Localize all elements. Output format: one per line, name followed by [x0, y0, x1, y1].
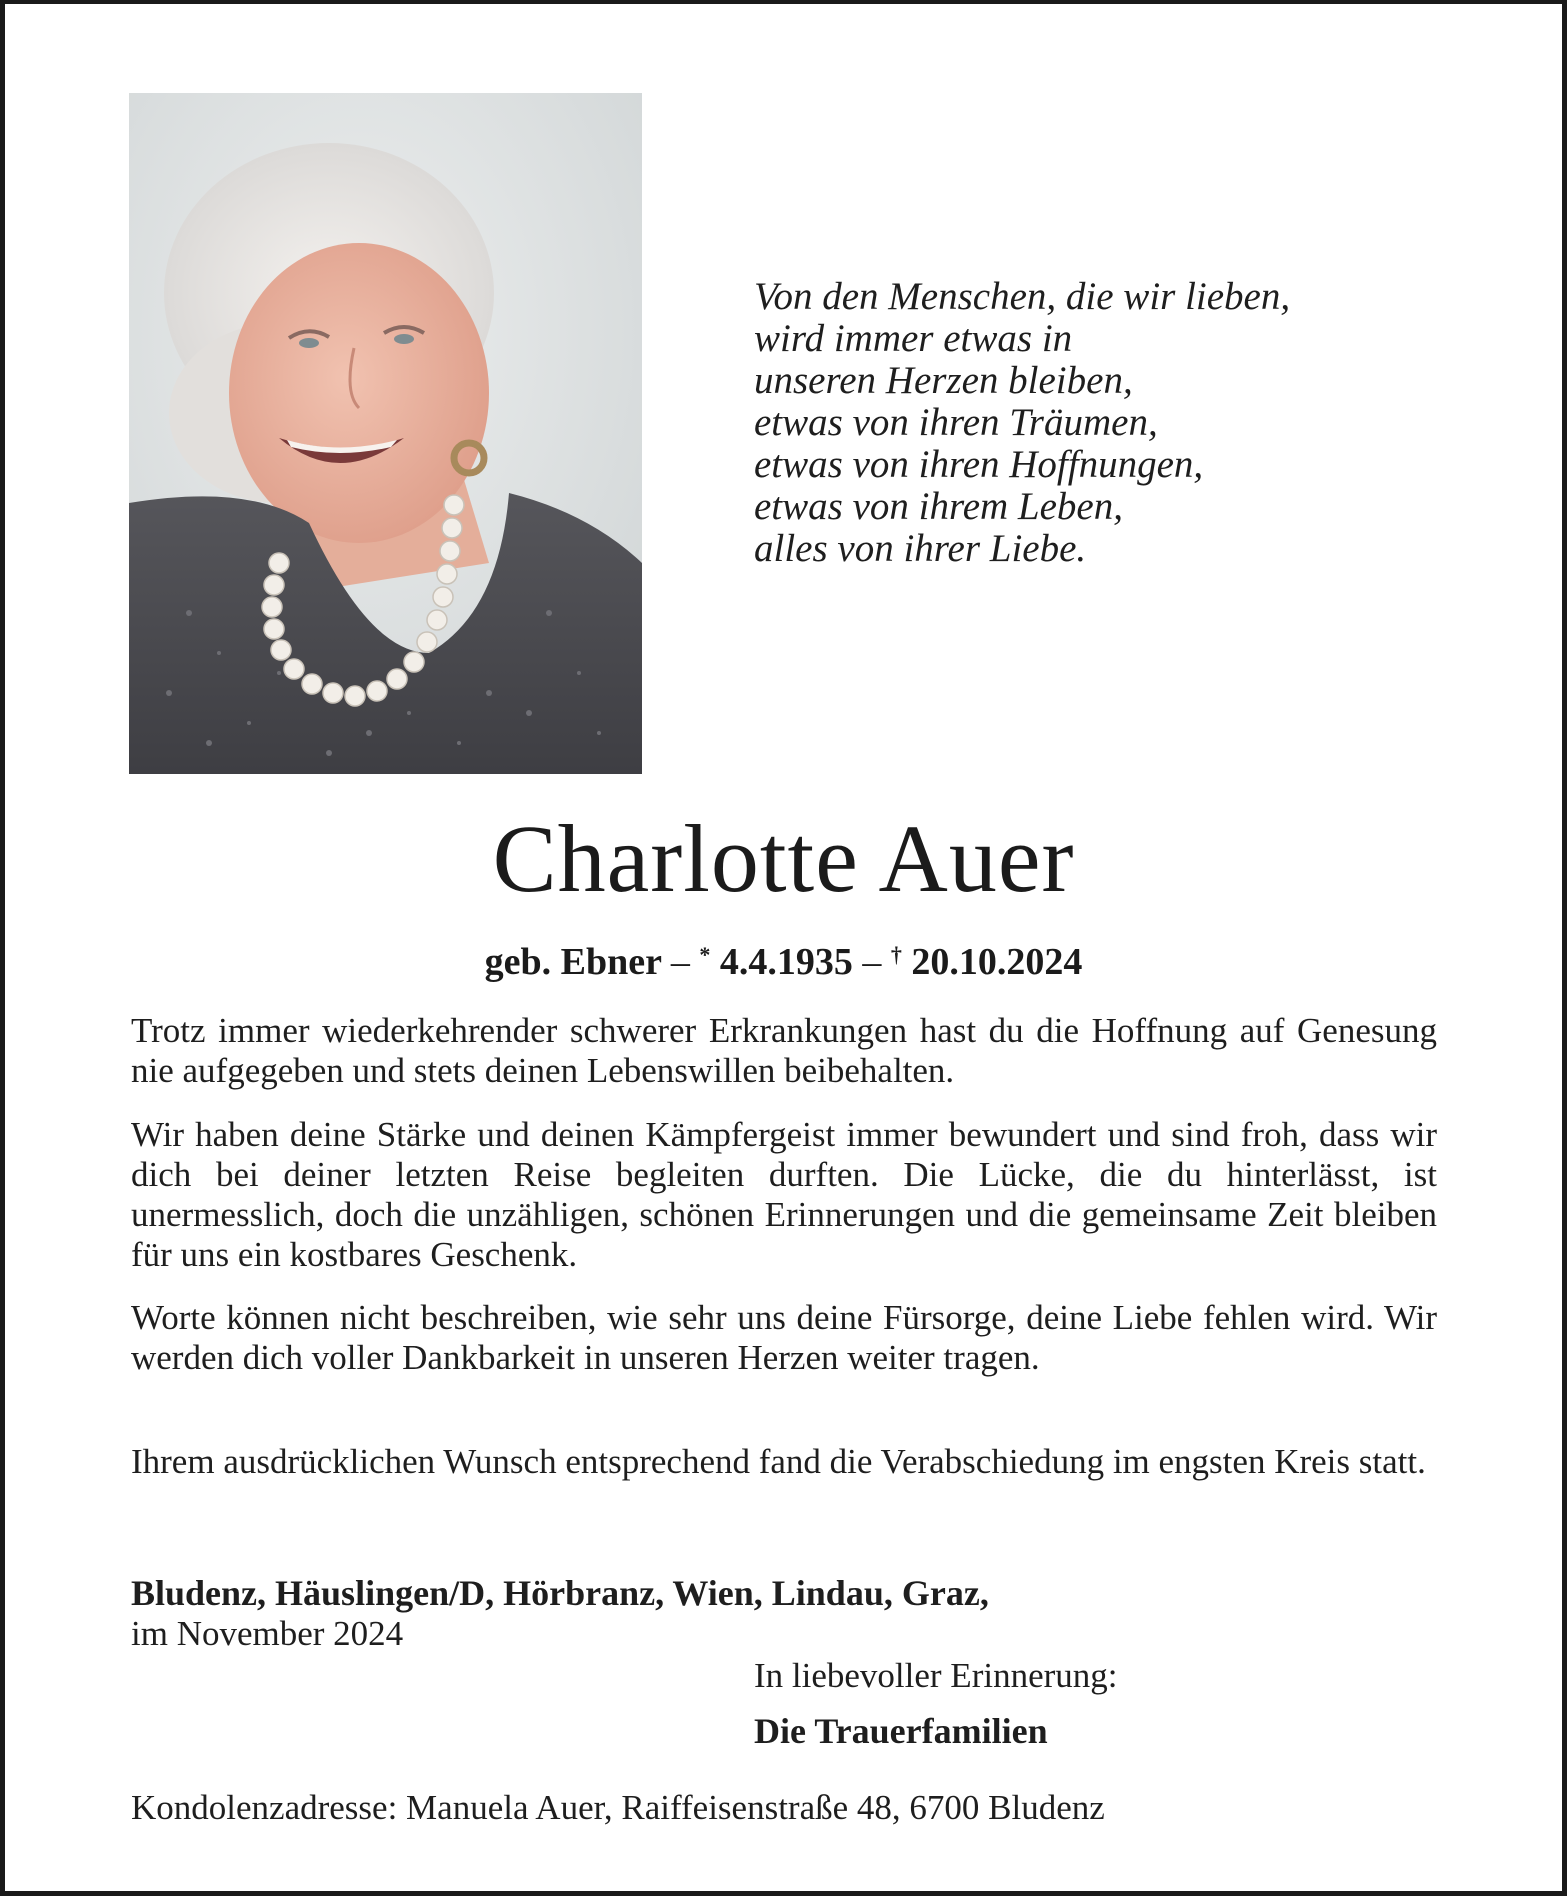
separator: –: [670, 941, 690, 983]
poem-line: unseren Herzen bleiben,: [754, 359, 1133, 402]
paragraph-strength: Wir haben deine Stärke und deinen Kämpfergeist immer bewundert und sind froh, dass wir dich bei deiner letzten Reise begleiten durften. Die Lücke, die du hinterlässt, ist unermesslich, doch die unzähligen, schönen Erinnerungen und die gemeinsame Zeit bleiben für uns ein kostbares Geschenk.: [131, 1115, 1437, 1274]
deceased-name: Charlotte Auer: [492, 805, 1075, 912]
memorial-poem: [754, 276, 1434, 570]
mourning-families: Die Trauerfamilien: [754, 1711, 1048, 1751]
paragraph-words: Worte können nicht beschreiben, wie sehr uns deine Fürsorge, deine Liebe fehlen wird. Wir werden dich voller Dankbarkeit in unseren Herzen weiter tragen.: [131, 1298, 1437, 1377]
poem-line: etwas von ihrem Leben,: [754, 485, 1123, 528]
paragraph-hope: Trotz immer wiederkehrender schwerer Erkrankungen hast du die Hoffnung auf Genesung nie aufgegeben und stets deinen Lebenswillen beibehalten.: [131, 1011, 1437, 1090]
poem-line: Von den Menschen, die wir lieben,: [754, 275, 1291, 318]
poem-line: wird immer etwas in: [754, 317, 1073, 360]
memory-line: In liebevoller Erinnerung:: [754, 1656, 1118, 1695]
notice-date: im November 2024: [131, 1614, 404, 1653]
condolence-address: Kondolenzadresse: Manuela Auer, Raiffeisenstraße 48, 6700 Bludenz: [131, 1788, 1105, 1827]
born-symbol: *: [699, 942, 711, 967]
birth-date: 4.4.1935: [719, 941, 853, 983]
birth-name: geb. Ebner: [484, 941, 662, 983]
poem-line: alles von ihrer Liebe.: [754, 527, 1087, 570]
separator: –: [862, 941, 882, 983]
death-date: 20.10.2024: [911, 941, 1083, 983]
portrait-photo: [129, 93, 642, 774]
poem-line: etwas von ihren Träumen,: [754, 401, 1158, 444]
died-symbol: †: [890, 942, 902, 967]
poem-line: etwas von ihren Hoffnungen,: [754, 443, 1204, 486]
family-places: Bludenz, Häuslingen/D, Hörbranz, Wien, Lindau, Graz,: [131, 1573, 989, 1613]
life-dates: [0, 932, 1567, 985]
paragraph-farewell: Ihrem ausdrücklichen Wunsch entsprechend fand die Verabschiedung im engsten Kreis statt.: [131, 1442, 1426, 1481]
